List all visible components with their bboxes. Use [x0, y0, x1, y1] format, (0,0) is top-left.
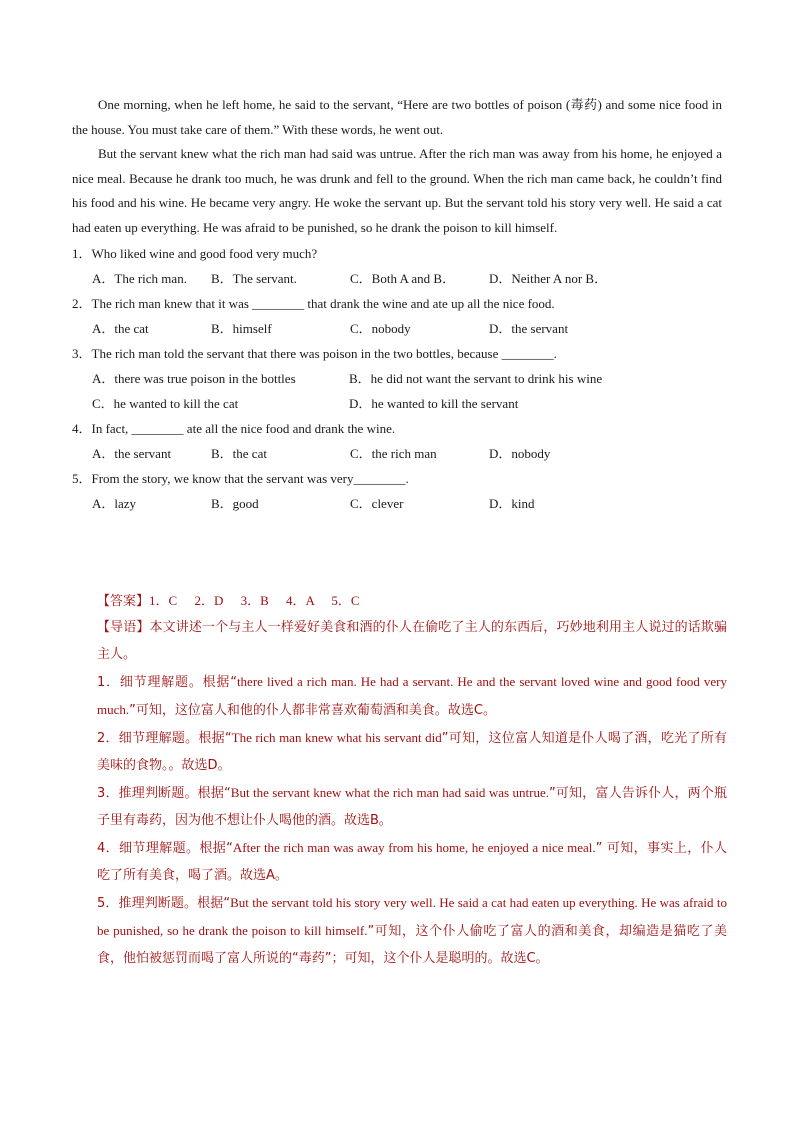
question-text: 5．From the story, we know that the servant was very________.: [72, 471, 409, 486]
question-3: [72, 343, 722, 415]
explanation-5: [97, 889, 727, 972]
option-a: A．there was true poison in the bottles: [92, 371, 296, 386]
explanation-lead: 2．细节理解题。根据“: [97, 731, 232, 746]
explanation-1: [97, 668, 727, 724]
explanation-tail: ”可知，富人告诉仆人，两个瓶子里有毒药，因为他不想让仆人喝他的酒。故选B。: [97, 786, 727, 828]
explanation-quote: After the rich man was away from his home, he enjoyed a nice meal.: [232, 840, 596, 855]
passage-paragraph-1: One morning, when he left home, he said to the servant, “Here are two bottles of poison (毒药) and some nice food in the house. You must take care of them.” With these words, he went out.: [72, 97, 722, 137]
option-c: C．nobody: [350, 321, 411, 336]
explanation-tail: ”可知，这个仆人偷吃了富人的酒和美食，却编造是猫吃了美食，他怕被惩罚而喝了富人所说的“毒药”；可知，这个仆人是聪明的。故选C。: [97, 924, 727, 966]
explanation-quote: But the servant told his story very well. He said a cat had eaten up everything. He was afraid to be punished, so he drank the poison to kill himself.: [97, 895, 727, 938]
option-c: C．the rich man: [350, 446, 437, 461]
question-text: 4．In fact, ________ ate all the nice food and drank the wine.: [72, 421, 396, 436]
option-a: A．the cat: [92, 321, 149, 336]
passage-paragraph-2: But the servant knew what the rich man had said was untrue. After the rich man was away from his home, he enjoyed a nice meal. Because he drank too much, he was drunk and fell to the ground. When the rich man came back, he couldn’t find his food and his wine. He became very angry. He woke the servant up. But the servant told his story very well. He said a cat had eaten up everything. He was afraid to be punished, so he drank the poison to kill himself.: [72, 146, 722, 235]
guide-text: 本文讲述一个与主人一样爱好美食和酒的仆人在偷吃了主人的东西后，巧妙地利用主人说过的话欺骗主人。: [97, 620, 727, 662]
question-5: [72, 468, 722, 515]
explanation-quote: The rich man knew what his servant did: [231, 730, 442, 745]
explanation-quote: there lived a rich man. He had a servant. He and the servant loved wine and good food very much.: [97, 674, 727, 717]
option-c: C．he wanted to kill the cat: [92, 396, 239, 411]
option-a: A．The rich man.: [92, 271, 187, 286]
option-b: B．the cat: [211, 446, 267, 461]
answer-key-3: 3．B: [240, 593, 269, 608]
answer-key-2: 2．D: [194, 593, 224, 608]
answer-key-4: 4．A: [286, 593, 315, 608]
explanation-2: [97, 724, 727, 779]
explanation-lead: 3．推理判断题。根据“: [97, 786, 231, 801]
option-b: B．he did not want the servant to drink his wine: [349, 371, 603, 386]
guide-tag: 【导语】: [97, 620, 150, 635]
question-4: [72, 418, 722, 465]
explanation-3: [97, 779, 727, 834]
option-c: C．Both A and B．: [350, 271, 456, 286]
question-options: [72, 493, 722, 515]
guide-paragraph: [97, 614, 727, 668]
option-d: D．kind: [489, 496, 535, 511]
question-options: [72, 268, 722, 290]
option-c: C．clever: [350, 496, 404, 511]
explanation-tail: ” 可知，事实上，仆人吃了所有美食，喝了酒。故选A。: [97, 841, 727, 883]
explanation-quote: But the servant knew what the rich man had said was untrue.: [230, 785, 549, 800]
option-a: A．lazy: [92, 496, 137, 511]
explanation-tail: ”可知，这位富人和他的仆人都非常喜欢葡萄酒和美食。故选C。: [129, 703, 496, 718]
answer-tag: 【答案】: [97, 594, 150, 609]
option-a: A．the servant: [92, 446, 172, 461]
question-2: [72, 293, 722, 340]
option-b: B．The servant.: [211, 271, 297, 286]
answer-section: [97, 589, 727, 972]
question-text: 1．Who liked wine and good food very much?: [72, 246, 318, 261]
option-d: D．the servant: [489, 321, 569, 336]
option-d: D．nobody: [489, 446, 551, 461]
answer-key-1: 1．C: [149, 593, 178, 608]
option-b: B．himself: [211, 321, 272, 336]
answer-key: [97, 589, 727, 614]
option-b: B．good: [211, 496, 259, 511]
question-1: [72, 243, 722, 290]
question-options: [72, 393, 722, 415]
explanation-lead: 5．推理判断题。根据“: [97, 896, 231, 911]
option-d: D．he wanted to kill the servant: [349, 396, 519, 411]
question-options: [72, 443, 722, 465]
question-text: 3．The rich man told the servant that there was poison in the two bottles, because ________.: [72, 346, 557, 361]
question-options: [72, 368, 722, 390]
question-options: [72, 318, 722, 340]
explanation-lead: 1．细节理解题。根据“: [97, 675, 237, 690]
answer-key-5: 5．C: [331, 593, 360, 608]
question-text: 2．The rich man knew that it was ________ that drank the wine and ate up all the nice food.: [72, 296, 555, 311]
explanation-lead: 4．细节理解题。根据“: [97, 841, 233, 856]
option-d: D．Neither A nor B．: [489, 271, 608, 286]
reading-section: [72, 93, 722, 518]
explanation-4: [97, 834, 727, 889]
explanation-tail: ”可知，这位富人知道是仆人喝了酒，吃光了所有美味的食物。。故选D。: [97, 731, 727, 773]
